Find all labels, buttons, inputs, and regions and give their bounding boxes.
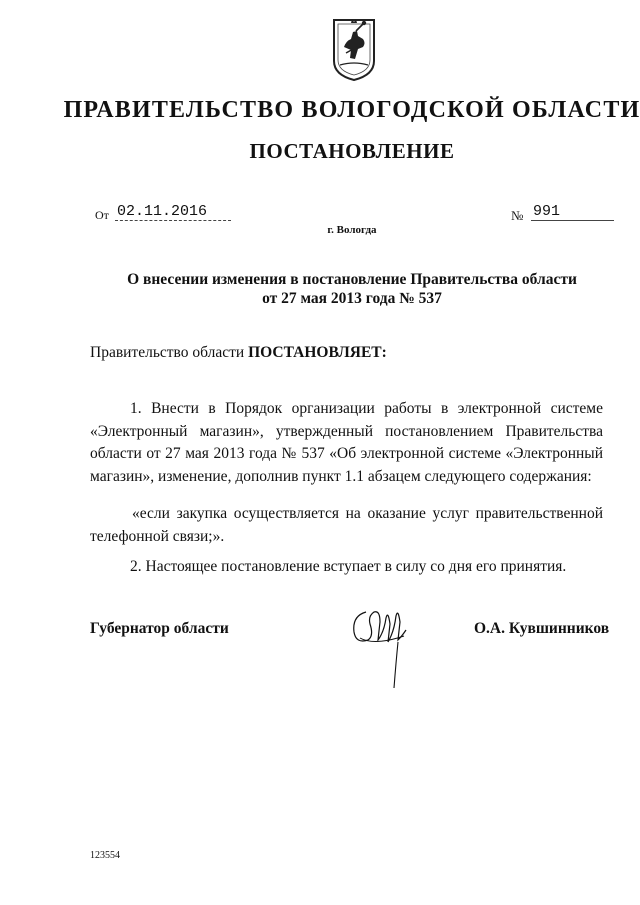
preamble-lead: Правительство области [90,344,245,361]
preamble [90,344,387,362]
preamble-verb: ПОСТАНОВЛЯЕТ: [248,344,387,361]
subject-line-1: О внесении изменения в постановление Правительства области [127,271,577,288]
signer-name: О.А. Кувшинников [474,620,610,637]
document-number: 991 [531,203,614,221]
signer-title: Губернатор области [90,620,229,637]
paragraph-1-quote: «если закупка осуществляется на оказание услуг правительственной телефонной связи;». [90,505,603,545]
number-prefix-label: № [511,208,524,223]
document-type-heading: ПОСТАНОВЛЕНИЕ [249,139,455,163]
paragraph-2: 2. Настоящее постановление вступает в силу со дня его принятия. [130,558,567,575]
document-date: 02.11.2016 [115,203,231,221]
government-title: ПРАВИТЕЛЬСТВО ВОЛОГОДСКОЙ ОБЛАСТИ [63,97,640,123]
document-code: 123554 [90,850,120,861]
date-prefix-label: От [95,208,109,222]
coat-of-arms-emblem [331,17,377,83]
handwritten-signature [344,602,416,692]
city-label: г. Вологда [327,224,377,236]
paragraph-1: 1. Внести в Порядок организации работы в электронной системе «Электронный магазин», утвержденный постановлением Правительства области от 27 мая 2013 года № 537 «Об электронной системе «Электронный магазин», изменение, дополнив пункт 1.1 абзацем следующего содержания: [90,400,603,485]
subject-line-2: от 27 мая 2013 года № 537 [262,290,442,307]
